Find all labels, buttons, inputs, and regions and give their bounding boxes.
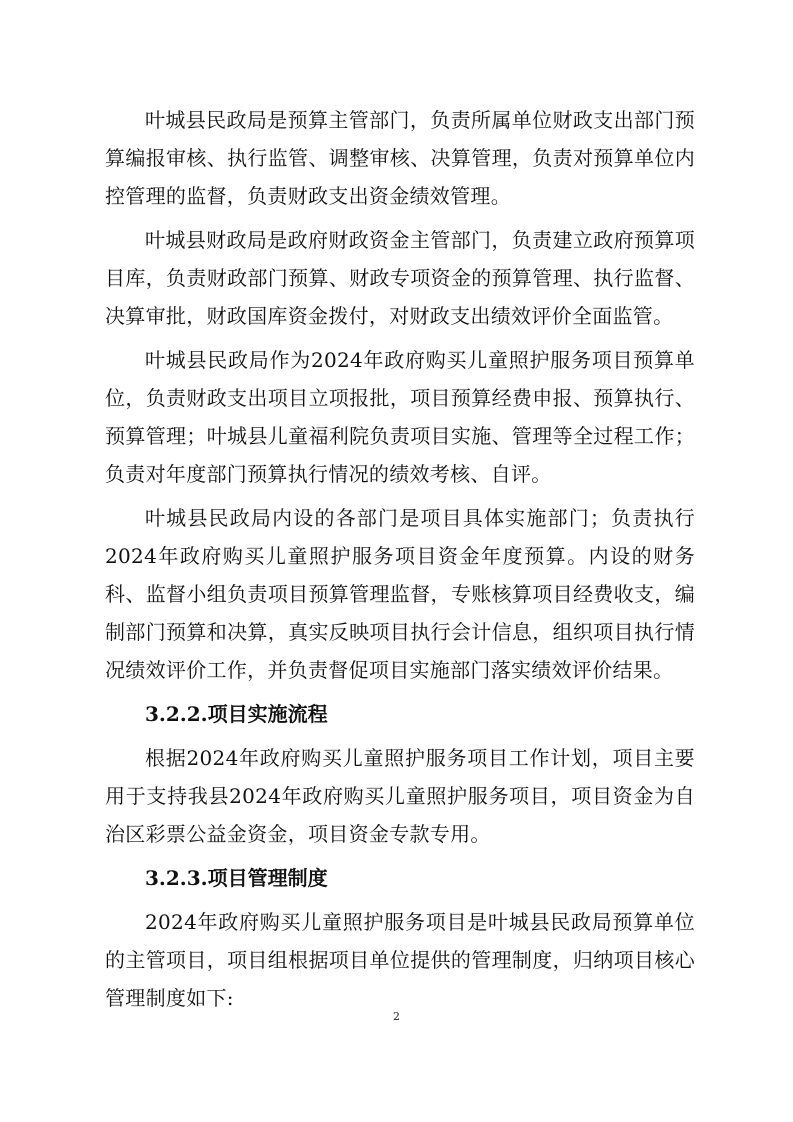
document-body <box>105 101 695 1023</box>
paragraph-management-system: 2024年政府购买儿童照护服务项目是叶城县民政局预算单位的主管项目，项目组根据项目单位提供的管理制度，归纳项目核心管理制度如下: <box>105 910 695 1010</box>
section-heading-management-system: 3.2.3.项目管理制度 <box>145 866 328 890</box>
paragraph-project-unit: 叶城县民政局作为2024年政府购买儿童照护服务项目预算单位，负责财政支出项目立项报批，项目预算经费申报、预算执行、预算管理；叶城县儿童福利院负责项目实施、管理等全过程工作；负责对年度部门预算执行情况的绩效考核、自评。 <box>105 348 695 486</box>
page-number: 2 <box>393 1010 400 1023</box>
section-heading-implementation-process: 3.2.2.项目实施流程 <box>145 702 328 726</box>
paragraph-internal-departments: 叶城县民政局内设的各部门是项目具体实施部门；负责执行2024年政府购买儿童照护服务项目资金年度预算。内设的财务科、监督小组负责项目预算管理监督，专账核算项目经费收支，编制部门预算和决算，真实反映项目执行会计信息，组织项目执行情况绩效评价工作，并负责督促项目实施部门落实绩效评价结果。 <box>105 506 695 682</box>
paragraph-budget-authority: 叶城县民政局是预算主管部门，负责所属单位财政支出部门预算编报审核、执行监管、调整审核、决算管理，负责对预算单位内控管理的监督，负责财政支出资金绩效管理。 <box>105 108 695 208</box>
paragraph-finance-bureau: 叶城县财政局是政府财政资金主管部门，负责建立政府预算项目库，负责财政部门预算、财政专项资金的预算管理、执行监督、决算审批，财政国库资金拨付，对财政支出绩效评价全面监管。 <box>105 228 695 328</box>
paragraph-implementation-process: 根据2024年政府购买儿童照护服务项目工作计划，项目主要用于支持我县2024年政府购买儿童照护服务项目，项目资金为自治区彩票公益金资金，项目资金专款专用。 <box>105 746 695 846</box>
